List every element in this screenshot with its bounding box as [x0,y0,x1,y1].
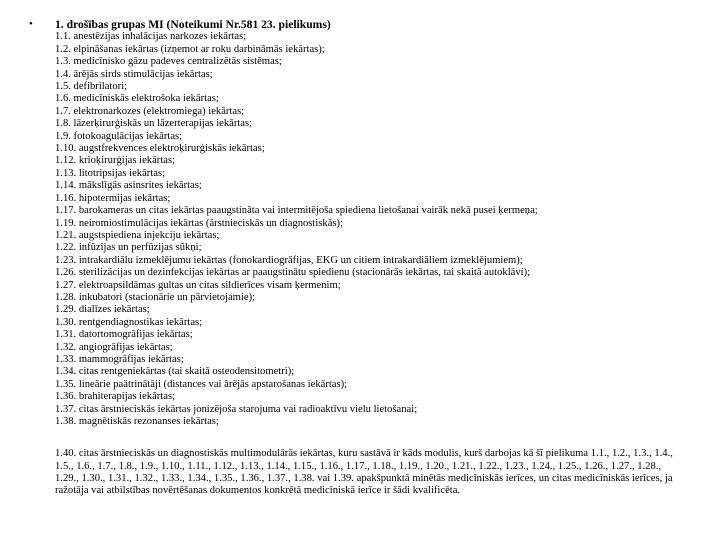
list-item: 1.36. brahiterapijas iekārtas; [55,391,176,403]
list-item: 1.13. litotripsijas iekārtas; [55,167,166,179]
list-item: 1.3. medicīnisko gāzu padeves centralizētās sistēmas; [55,56,282,68]
list-item: 1.17. barokameras un citas iekārtas paaugstināta vai intermitējoša spiediena lietošanai vairāk nekā pusei ķermeņa; [55,205,538,217]
footer-paragraph: 1.40. citas ārstnieciskās un diagnostiskās multimodulārās iekārtas, kuru sastāvā ir kāds modulis, kurš darbojas kā šī pielikuma 1.1., 1.2., 1.3., 1.4., 1.5., 1.6., 1.7., 1.8., 1.9., 1.10., 1.11., 1.12., 1.13., 1.14., 1.15., 1.16., 1.17., 1.18., 1.19., 1.20., 1.21., 1.22., 1.23., 1.24., 1.25., 1.26., 1.27., 1.28., 1.29., 1.30., 1.31., 1.32., 1.33., 1.34., 1.35., 1.36., 1.37., 1.38. vai 1.39. apakšpunktā minētās medicīniskās ierīces, un citas medicīniskās ierīces, ja ražotāja vai atbilstības novērtēšanas dokumentos konkrētā medicīniskā ierīce ir šādi kvalificēta. [55,448,673,497]
list-item: 1.19. neiromiostimulācijas iekārtas (ārstnieciskās un diagnostiskās); [55,217,344,229]
item-list [55,31,710,428]
list-item: 1.6. medicīniskās elektrošoka iekārtas; [55,93,219,105]
list-item: 1.5. defibrilatori; [55,81,128,93]
list-item: 1.29. dialīzes iekārtas; [55,304,150,316]
list-item: 1.16. hipotermijas iekārtas; [55,192,171,204]
bullet-marker: • [29,18,33,30]
list-item: 1.10. augstfrekvences elektroķirurģiskās iekārtas; [55,143,265,155]
list-item: 1.7. elektronarkozes (elektromiega) iekārtas; [55,105,245,117]
list-item: 1.9. fotokoagulācijas iekārtas; [55,130,183,142]
list-item: 1.27. elektroapsildāmas gultas un citas sildierīces visam ķermenim; [55,279,341,291]
list-item: 1.12. krioķirurģijas iekārtas; [55,155,176,167]
list-item: 1.38. magnētiskās rezonanses iekārtas; [55,416,219,427]
list-item: 1.23. intrakardiālu izmeklējumu iekārtas (fonokardiogrāfijas, EKG un citiem intrakardiāliem izmeklējumiem); [55,254,523,266]
list-item: 1.14. mākslīgās asinsrites iekārtas; [55,180,202,192]
list-item: 1.8. lāzerķirurģiskās un lāzerterapijas iekārtas; [55,118,253,130]
list-item: 1.28. inkubatori (stacionārie un pārvietojamie); [55,291,256,303]
list-item: 1.21. augstspiediena injekciju iekārtas; [55,229,220,241]
section-heading: 1. drošības grupas MI (Noteikumi Nr.581 23. pielikums) [55,18,331,31]
list-item: 1.4. ārējās sirds stimulācijas iekārtas; [55,68,213,80]
list-item: 1.26. sterilizācijas un dezinfekcijas iekārtas ar paaugstinātu spiedienu (stacionārās iekārtas, tai skaitā autoklāvi); [55,267,531,279]
list-item: 1.34. citas rentgeniekārtas (tai skaitā osteodensitometri); [55,366,295,378]
document-content [55,19,710,497]
list-item: 1.35. lineārie paātrinātāji (distances vai ārējās apstarošanas iekārtas); [55,378,348,390]
list-item: 1.1. anestēzijas inhalācijas narkozes iekārtas; [55,31,247,43]
list-item: 1.33. mammogrāfijas iekārtas; [55,353,184,365]
list-item: 1.32. angiogrāfijas iekārtas; [55,341,173,353]
list-item: 1.31. datortomogrāfijas iekārtas; [55,329,193,341]
list-item: 1.2. elpināšanas iekārtas (izņemot ar roku darbināmās iekārtas); [55,43,325,55]
list-item: 1.22. infūzijas un perfūzijas sūkņi; [55,242,202,254]
list-item: 1.37. citas ārstnieciskās iekārtas jonizējoša starojuma vai radioaktīvu vielu lietošanai; [55,403,418,415]
list-item: 1.30. rentgendiagnostikas iekārtas; [55,316,203,328]
